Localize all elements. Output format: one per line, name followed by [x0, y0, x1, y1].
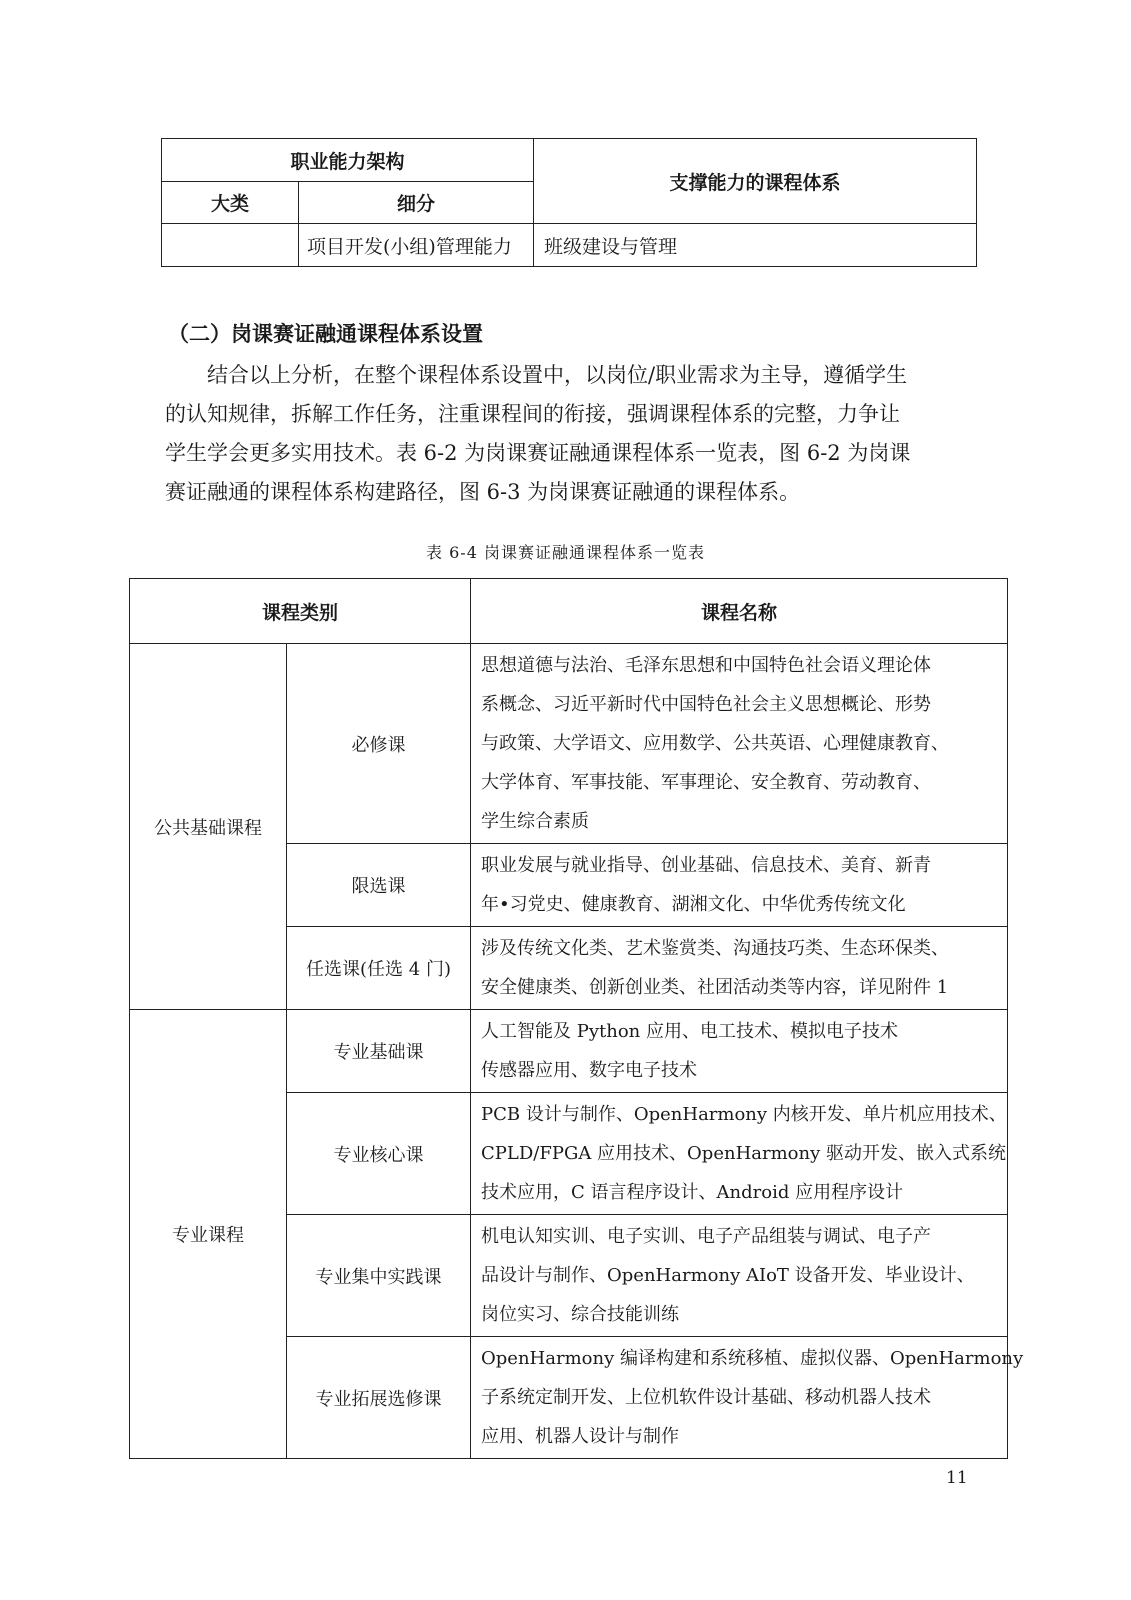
course-name-line: 应用、机器人设计与制作: [481, 1426, 680, 1447]
table-row: [130, 644, 1008, 844]
ability-header-support: 支撑能力的课程体系: [534, 139, 977, 224]
course-names-cell: [471, 644, 1008, 844]
course-name-line: 子系统定制开发、上位机软件设计基础、移动机器人技术: [481, 1387, 932, 1408]
course-name-line: 年•习党史、健康教育、湖湘文化、中华优秀传统文化: [481, 894, 906, 915]
ability-header-sub: 细分: [299, 182, 534, 224]
course-name-line: 职业发展与就业指导、创业基础、信息技术、美育、新青: [481, 855, 932, 876]
ability-cell-sub: 项目开发(小组)管理能力: [299, 224, 534, 267]
course-type-cell: 限选课: [287, 844, 471, 927]
course-name-line: 系概念、习近平新时代中国特色社会主义思想概论、形势: [481, 694, 932, 715]
ability-header-major: 大类: [162, 182, 299, 224]
paragraph-line: 赛证融通的课程体系构建路径，图 6-3 为岗课赛证融通的课程体系。: [165, 480, 801, 504]
course-names-cell: [471, 927, 1008, 1010]
ability-cell-support: 班级建设与管理: [534, 224, 977, 267]
course-name-line: 思想道德与法治、毛泽东思想和中国特色社会语义理论体: [481, 655, 932, 676]
course-name-line: PCB 设计与制作、OpenHarmony 内核开发、单片机应用技术、: [481, 1104, 1007, 1125]
course-name-line: 安全健康类、创新创业类、社团活动类等内容，详见附件 1: [481, 977, 949, 998]
course-names-cell: [471, 1093, 1008, 1215]
course-name-line: 岗位实习、综合技能训练: [481, 1304, 680, 1325]
page-number: 11: [946, 1468, 968, 1488]
paragraph-line: 学生学会更多实用技术。表 6-2 为岗课赛证融通课程体系一览表，图 6-2 为岗课: [165, 441, 911, 465]
category-public-basic: 公共基础课程: [130, 644, 287, 1010]
course-type-cell: 专业集中实践课: [287, 1215, 471, 1337]
ability-cell-major: [162, 224, 299, 267]
course-names-cell: [471, 1010, 1008, 1093]
ability-table: [161, 138, 977, 267]
course-header-category: 课程类别: [130, 579, 471, 644]
course-table: [129, 578, 1024, 1459]
course-name-line: 传感器应用、数字电子技术: [481, 1060, 698, 1081]
course-type-cell: 专业核心课: [287, 1093, 471, 1215]
course-name-line: OpenHarmony 编译构建和系统移植、虚拟仪器、OpenHarmony: [481, 1348, 1024, 1369]
course-name-line: CPLD/FPGA 应用技术、OpenHarmony 驱动开发、嵌入式系统: [481, 1143, 1006, 1164]
course-name-line: 大学体育、军事技能、军事理论、安全教育、劳动教育、: [481, 772, 932, 793]
course-type-cell: 专业基础课: [287, 1010, 471, 1093]
course-name-line: 品设计与制作、OpenHarmony AIoT 设备开发、毕业设计、: [481, 1265, 975, 1286]
section-heading: （二）岗课赛证融通课程体系设置: [168, 322, 483, 346]
ability-header-group: 职业能力架构: [162, 139, 534, 182]
course-name-line: 学生综合素质: [481, 811, 590, 832]
course-type-cell: 专业拓展选修课: [287, 1337, 471, 1459]
course-type-cell: 必修课: [287, 644, 471, 844]
paragraph-line: 结合以上分析，在整个课程体系设置中，以岗位/职业需求为主导，遵循学生: [207, 363, 908, 387]
table-row: [130, 1010, 1008, 1093]
course-name-line: 与政策、大学语文、应用数学、公共英语、心理健康教育、: [481, 733, 950, 754]
course-names-cell: [471, 1337, 1024, 1459]
course-name-line: 技术应用，C 语言程序设计、Android 应用程序设计: [481, 1182, 904, 1203]
paragraph-line: 的认知规律，拆解工作任务，注重课程间的衔接，强调课程体系的完整，力争让: [165, 402, 900, 426]
course-names-cell: [471, 844, 1008, 927]
course-header-names: 课程名称: [471, 579, 1008, 644]
category-professional: 专业课程: [130, 1010, 287, 1459]
table-caption: 表 6-4 岗课赛证融通课程体系一览表: [426, 543, 705, 562]
course-name-line: 涉及传统文化类、艺术鉴赏类、沟通技巧类、生态环保类、: [481, 938, 950, 959]
course-type-cell: 任选课(任选 4 门): [287, 927, 471, 1010]
course-name-line: 机电认知实训、电子实训、电子产品组装与调试、电子产: [481, 1226, 932, 1247]
course-name-line: 人工智能及 Python 应用、电工技术、模拟电子技术: [481, 1021, 898, 1042]
course-names-cell: [471, 1215, 1008, 1337]
intro-paragraph: [165, 356, 965, 512]
